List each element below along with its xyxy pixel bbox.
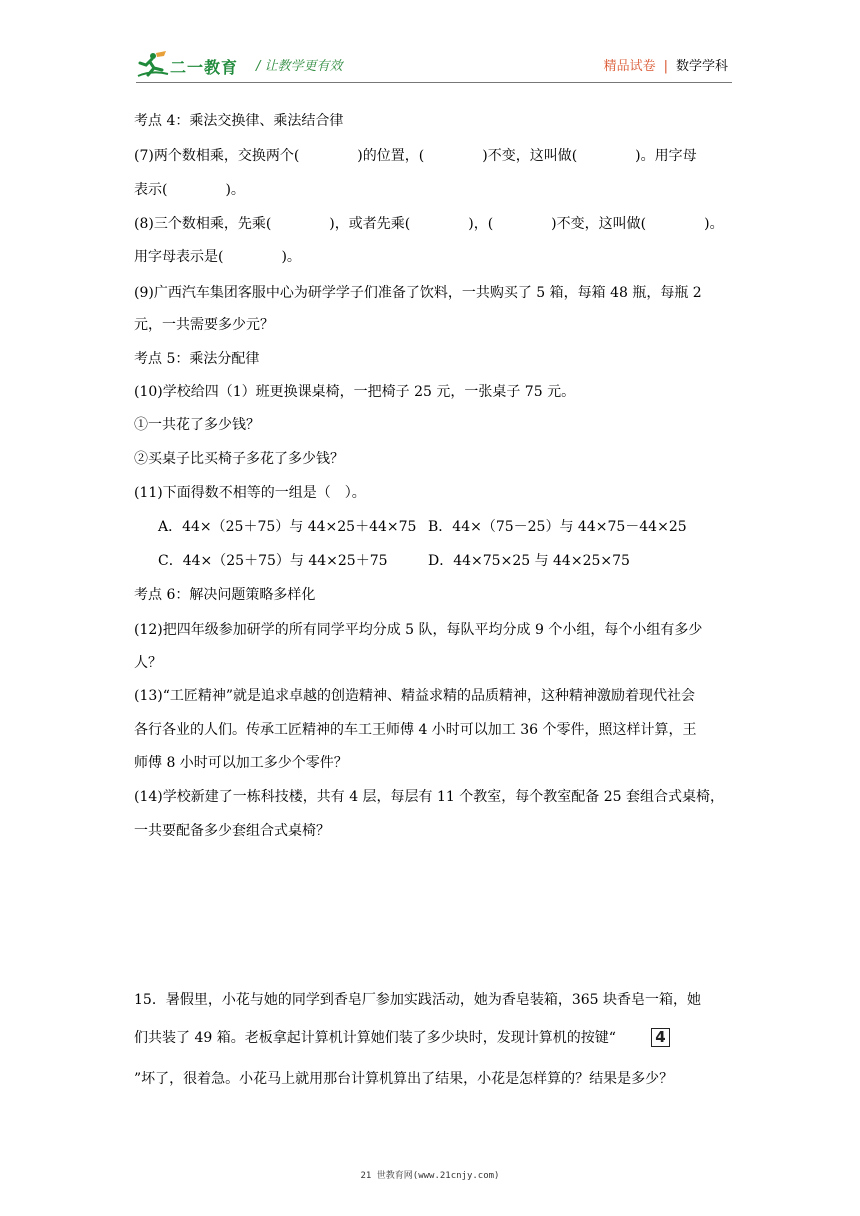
question-12-line-2: 人？ xyxy=(134,655,162,671)
question-12-line-1: (12)把四年级参加研学的所有同学平均分成 5 队，每队平均分成 9 个小组，每个小组有多少 xyxy=(134,622,703,638)
calculator-key-4: 4 xyxy=(651,1028,670,1047)
header-separator: | xyxy=(663,59,668,74)
question-13-line-2: 各行各业的人们。传承工匠精神的车工王师傅 4 小时可以加工 36 个零件，照这样计算，王 xyxy=(134,722,697,738)
question-9-line-2: 元，一共需要多少元？ xyxy=(134,317,274,333)
option-c: C．44×（25＋75）与 44×25＋75 xyxy=(158,553,388,569)
logo-text: 二一教育 xyxy=(170,58,239,77)
header-right xyxy=(604,55,728,74)
section-heading-6: 考点 6：解决问题策略多样化 xyxy=(134,587,316,603)
option-d: D．44×75×25 与 44×25×75 xyxy=(428,553,630,569)
question-15-line-1: 15．暑假里，小花与她的同学到香皂厂参加实践活动，她为香皂装箱，365 块香皂一箱，她 xyxy=(134,992,701,1008)
question-8-line-1: (8)三个数相乘，先乘( )，或者先乘( )，( )不变，这叫做( )。 xyxy=(134,216,724,232)
subject-label: 数学学科 xyxy=(675,59,728,74)
question-8-line-2: 用字母表示是( )。 xyxy=(134,249,301,265)
section-heading-4: 考点 4：乘法交换律、乘法结合律 xyxy=(134,113,344,129)
question-7-line-2: 表示( )。 xyxy=(134,182,245,198)
logo xyxy=(136,50,248,78)
question-9-line-1: (9)广西汽车集团客服中心为研学学子们准备了饮料，一共购买了 5 箱，每箱 48 瓶，每瓶 2 xyxy=(134,285,702,301)
question-15-line-3: ”坏了，很着急。小花马上就用那台计算机算出了结果，小花是怎样算的？结果是多少？ xyxy=(134,1071,674,1087)
question-13-line-1: (13)“工匠精神”就是追求卓越的创造精神、精益求精的品质精神，这种精神激励着现代社会 xyxy=(134,688,696,704)
runner-logo-icon xyxy=(136,50,170,78)
question-11: (11)下面得数不相等的一组是（ ）。 xyxy=(134,485,366,501)
header-rule xyxy=(136,82,732,83)
question-13-line-3: 师傅 8 小时可以加工多少个零件？ xyxy=(134,755,348,771)
question-14-line-2: 一共要配备多少套组合式桌椅？ xyxy=(134,823,330,839)
page-header xyxy=(136,48,732,82)
question-7-line-1: (7)两个数相乘，交换两个( )的位置，( )不变，这叫做( )。用字母 xyxy=(134,148,697,164)
question-10: (10)学校给四（1）班更换课桌椅，一把椅子 25 元，一张桌子 75 元。 xyxy=(134,384,576,400)
section-heading-5: 考点 5：乘法分配律 xyxy=(134,351,260,367)
question-10-part-1: ①一共花了多少钱？ xyxy=(134,417,260,433)
option-a: A．44×（25＋75）与 44×25＋44×75 xyxy=(158,519,417,535)
premium-label: 精品试卷 xyxy=(603,59,656,74)
slogan: / 让教学更有效 xyxy=(256,59,343,74)
option-b: B．44×（75－25）与 44×75－44×25 xyxy=(428,519,687,535)
question-10-part-2: ②买桌子比买椅子多花了多少钱？ xyxy=(134,451,344,467)
question-15-line-2: 们共装了 49 箱。老板拿起计算机计算她们装了多少块时，发现计算机的按键“ xyxy=(134,1030,616,1046)
page-footer: 21 世教育网(www.21cnjy.com) xyxy=(360,1171,500,1181)
question-14-line-1: (14)学校新建了一栋科技楼，共有 4 层，每层有 11 个教室，每个教室配备 25 套组合式桌椅， xyxy=(134,789,724,805)
